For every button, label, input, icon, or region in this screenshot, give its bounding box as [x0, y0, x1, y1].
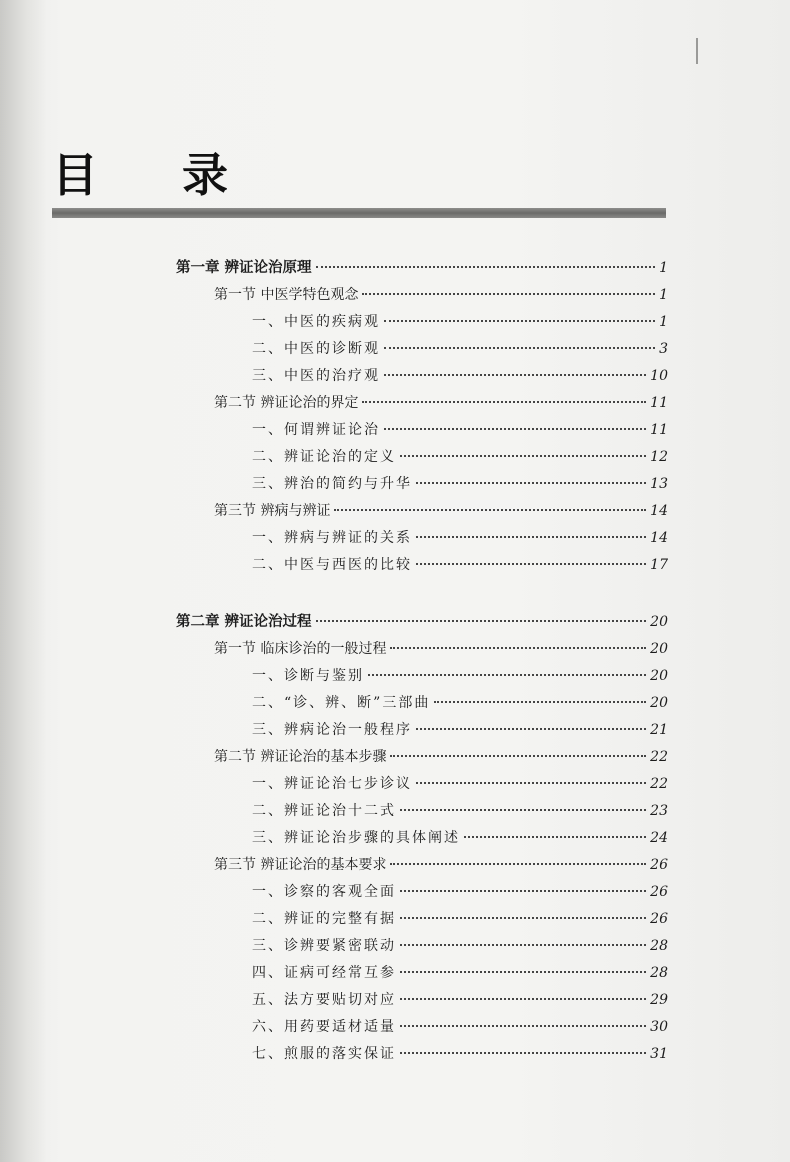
toc-page-number: 11 [650, 422, 668, 438]
toc-entry-label: 二、中医的诊断观 [252, 341, 380, 357]
toc-entry-label: 一、辨证论治七步诊议 [252, 776, 412, 792]
title-underline-bar [52, 208, 666, 218]
dot-leader [400, 455, 646, 457]
dot-leader [316, 620, 647, 622]
toc-entry-label: 一、中医的疾病观 [252, 314, 380, 330]
toc-entry-label: 六、用药要适材适量 [252, 1019, 396, 1035]
toc-page-number: 1 [659, 287, 668, 303]
toc-entry-item [252, 775, 668, 793]
toc-entry-label: 第二节 辨证论治的界定 [214, 395, 359, 411]
toc-page-number: 26 [650, 857, 668, 873]
toc-page-number: 1 [659, 260, 668, 276]
toc-entry-item [252, 529, 668, 547]
toc-entry-item [252, 421, 668, 439]
toc-entry-item [252, 802, 668, 820]
toc-page-number: 21 [650, 722, 668, 738]
toc-entry-label: 三、辨证论治步骤的具体阐述 [252, 830, 460, 846]
toc-page-number: 12 [650, 449, 668, 465]
toc-entry-item [252, 340, 668, 358]
toc-page-number: 1 [659, 314, 668, 330]
toc-page-number: 3 [659, 341, 668, 357]
spine-shadow [0, 0, 46, 1162]
toc-entry-label: 七、煎服的落实保证 [252, 1046, 396, 1062]
toc-entry-label: 二、辨证论治十二式 [252, 803, 396, 819]
toc-entry-label: 第一节 临床诊治的一般过程 [214, 641, 387, 657]
toc-entry-label: 一、诊断与鉴别 [252, 668, 364, 684]
dot-leader [400, 1025, 646, 1027]
toc-page-number: 26 [650, 884, 668, 900]
toc-entry-label: 五、法方要贴切对应 [252, 992, 396, 1008]
toc-entry-item [252, 721, 668, 739]
toc-page-number: 20 [650, 668, 668, 684]
toc-entry-section [214, 856, 668, 874]
dot-leader [390, 647, 646, 649]
toc-entry-item [252, 964, 668, 982]
dot-leader [434, 701, 646, 703]
toc-entry-chapter [176, 613, 668, 631]
dot-leader [384, 347, 655, 349]
page-title: 目 录 [52, 148, 263, 202]
toc-entry-item [252, 694, 668, 712]
dot-leader [416, 782, 646, 784]
toc-page-number: 17 [650, 557, 668, 573]
dot-leader [400, 809, 646, 811]
dot-leader [464, 836, 646, 838]
toc-entry-item [252, 367, 668, 385]
dot-leader [390, 755, 646, 757]
toc-entry-label: 三、诊辨要紧密联动 [252, 938, 396, 954]
toc-entry-item [252, 829, 668, 847]
toc-page-number: 14 [650, 503, 668, 519]
dot-leader [400, 890, 646, 892]
dot-leader [416, 482, 646, 484]
toc-page-number: 22 [650, 776, 668, 792]
toc-page-number: 24 [650, 830, 668, 846]
toc-entry-label: 二、辨证的完整有据 [252, 911, 396, 927]
toc-entry-section [214, 394, 668, 412]
dot-leader [416, 728, 646, 730]
toc-entry-label: 第三节 辨证论治的基本要求 [214, 857, 387, 873]
toc-entry-label: 第一章 辨证论治原理 [176, 260, 312, 276]
toc-entry-label: 四、证病可经常互参 [252, 965, 396, 981]
toc-entry-section [214, 748, 668, 766]
toc-page-number: 20 [650, 614, 668, 630]
toc-entry-item [252, 313, 668, 331]
toc-entry-section [214, 286, 668, 304]
toc-entry-label: 第三节 辨病与辨证 [214, 503, 331, 519]
toc-entry-item [252, 883, 668, 901]
toc-page-number: 30 [650, 1019, 668, 1035]
toc-page-number: 23 [650, 803, 668, 819]
dot-leader [400, 1052, 646, 1054]
toc-entry-label: 一、诊察的客观全面 [252, 884, 396, 900]
toc-page-number: 11 [650, 395, 668, 411]
toc-entry-item [252, 910, 668, 928]
toc-entry-item [252, 1045, 668, 1063]
dot-leader [368, 674, 646, 676]
toc-page-number: 28 [650, 965, 668, 981]
toc-entry-label: 二、中医与西医的比较 [252, 557, 412, 573]
toc-entry-label: 一、辨病与辨证的关系 [252, 530, 412, 546]
toc-entry-label: 二、“诊、辨、断”三部曲 [252, 695, 431, 711]
header-rule [696, 38, 698, 64]
dot-leader [384, 374, 646, 376]
dot-leader [316, 266, 656, 268]
dot-leader [390, 863, 646, 865]
toc-entry-item [252, 1018, 668, 1036]
toc-page-number: 28 [650, 938, 668, 954]
dot-leader [362, 293, 655, 295]
dot-leader [400, 917, 646, 919]
toc-entry-item [252, 448, 668, 466]
dot-leader [384, 428, 646, 430]
toc-entry-item [252, 556, 668, 574]
dot-leader [416, 563, 646, 565]
toc-entry-label: 一、何谓辨证论治 [252, 422, 380, 438]
toc-page-number: 29 [650, 992, 668, 1008]
toc-entry-item [252, 937, 668, 955]
toc-entry-section [214, 640, 668, 658]
toc-entry-label: 三、辨病论治一般程序 [252, 722, 412, 738]
dot-leader [416, 536, 646, 538]
toc-page-number: 13 [650, 476, 668, 492]
dot-leader [400, 971, 646, 973]
toc-page-number: 22 [650, 749, 668, 765]
dot-leader [400, 998, 646, 1000]
toc-entry-label: 第二章 辨证论治过程 [176, 614, 312, 630]
toc-entry-item [252, 475, 668, 493]
toc-entry-chapter [176, 259, 668, 277]
toc-entry-item [252, 667, 668, 685]
toc-entry-label: 第二节 辨证论治的基本步骤 [214, 749, 387, 765]
toc-entry-label: 二、辨证论治的定义 [252, 449, 396, 465]
toc-page-number: 10 [650, 368, 668, 384]
dot-leader [384, 320, 655, 322]
dot-leader [400, 944, 646, 946]
toc-entry-section [214, 502, 668, 520]
toc-entry-label: 三、中医的治疗观 [252, 368, 380, 384]
toc-entry-label: 第一节 中医学特色观念 [214, 287, 359, 303]
toc-page-number: 20 [650, 641, 668, 657]
toc-page-number: 14 [650, 530, 668, 546]
toc-page-number: 26 [650, 911, 668, 927]
toc-entry-item [252, 991, 668, 1009]
toc-entry-label: 三、辨治的简约与升华 [252, 476, 412, 492]
dot-leader [362, 401, 646, 403]
dot-leader [334, 509, 646, 511]
toc-page-number: 20 [650, 695, 668, 711]
toc-page-number: 31 [650, 1046, 668, 1062]
